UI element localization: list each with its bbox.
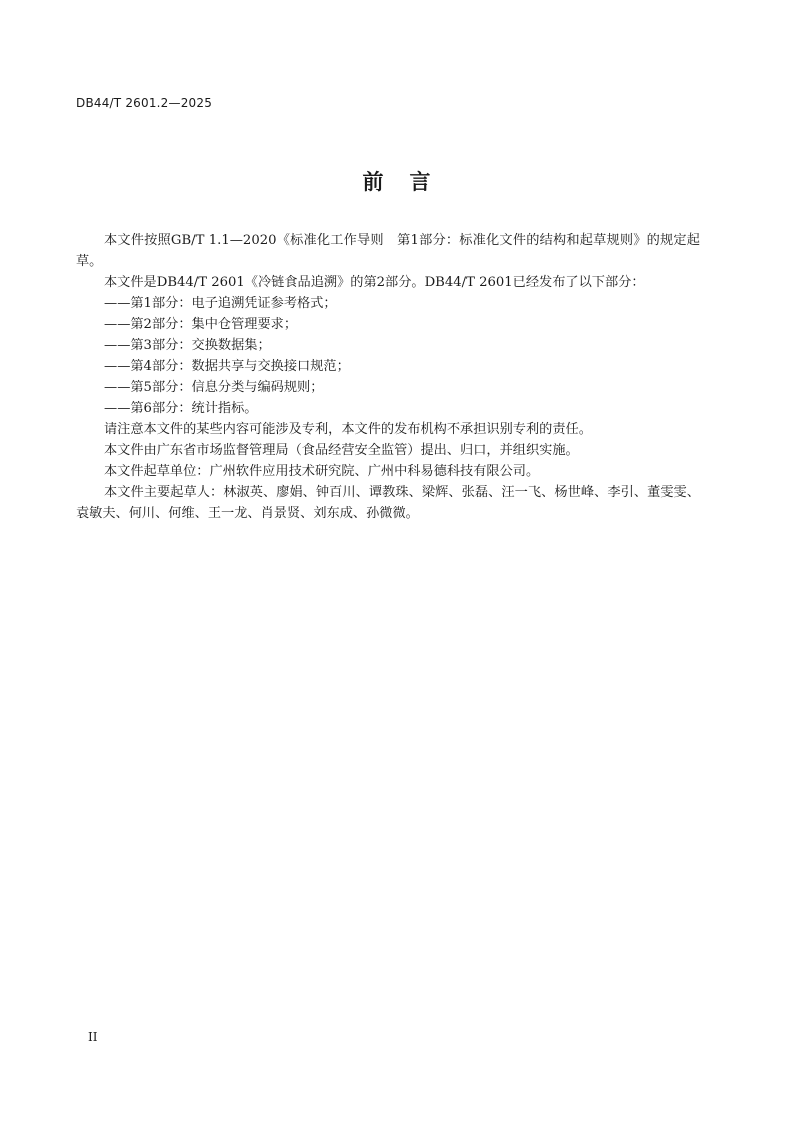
page-number: II	[88, 1030, 98, 1044]
paragraph-proposer: 本文件由广东省市场监督管理局（食品经营安全监管）提出、归口，并组织实施。	[104, 443, 579, 458]
list-item: ——第6部分：统计指标。	[104, 401, 258, 416]
list-item: ——第3部分：交换数据集；	[104, 338, 271, 353]
paragraph-drafting-units: 本文件起草单位：广州软件应用技术研究院、广州中科易德科技有限公司。	[104, 464, 540, 479]
list-item: ——第5部分：信息分类与编码规则；	[104, 380, 324, 395]
list-item: ——第4部分：数据共享与交换接口规范；	[104, 359, 350, 374]
paragraph-drafters: 本文件主要起草人：林淑英、廖娟、钟百川、谭教珠、梁辉、张磊、汪一飞、杨世峰、李引、董雯雯、袁敏夫、何川、何维、王一龙、肖景贤、刘东成、孙微微。	[76, 485, 700, 521]
paragraph-patent-notice: 请注意本文件的某些内容可能涉及专利，本文件的发布机构不承担识别专利的责任。	[104, 422, 592, 437]
list-item: ——第2部分：集中仓管理要求；	[104, 317, 298, 332]
page-title: 前言	[362, 170, 457, 194]
parts-list	[76, 293, 700, 419]
list-item: ——第1部分：电子追溯凭证参考格式；	[104, 296, 337, 311]
paragraph-series-intro: 本文件是DB44/T 2601《冷链食品追溯》的第2部分。DB44/T 2601已经发布了以下部分：	[104, 275, 645, 290]
paragraph-drafting-basis: 本文件按照GB/T 1.1—2020《标准化工作导则 第1部分：标准化文件的结构和起草规则》的规定起草。	[76, 233, 700, 269]
document-code: DB44/T 2601.2—2025	[76, 96, 213, 110]
foreword-body	[76, 230, 700, 524]
